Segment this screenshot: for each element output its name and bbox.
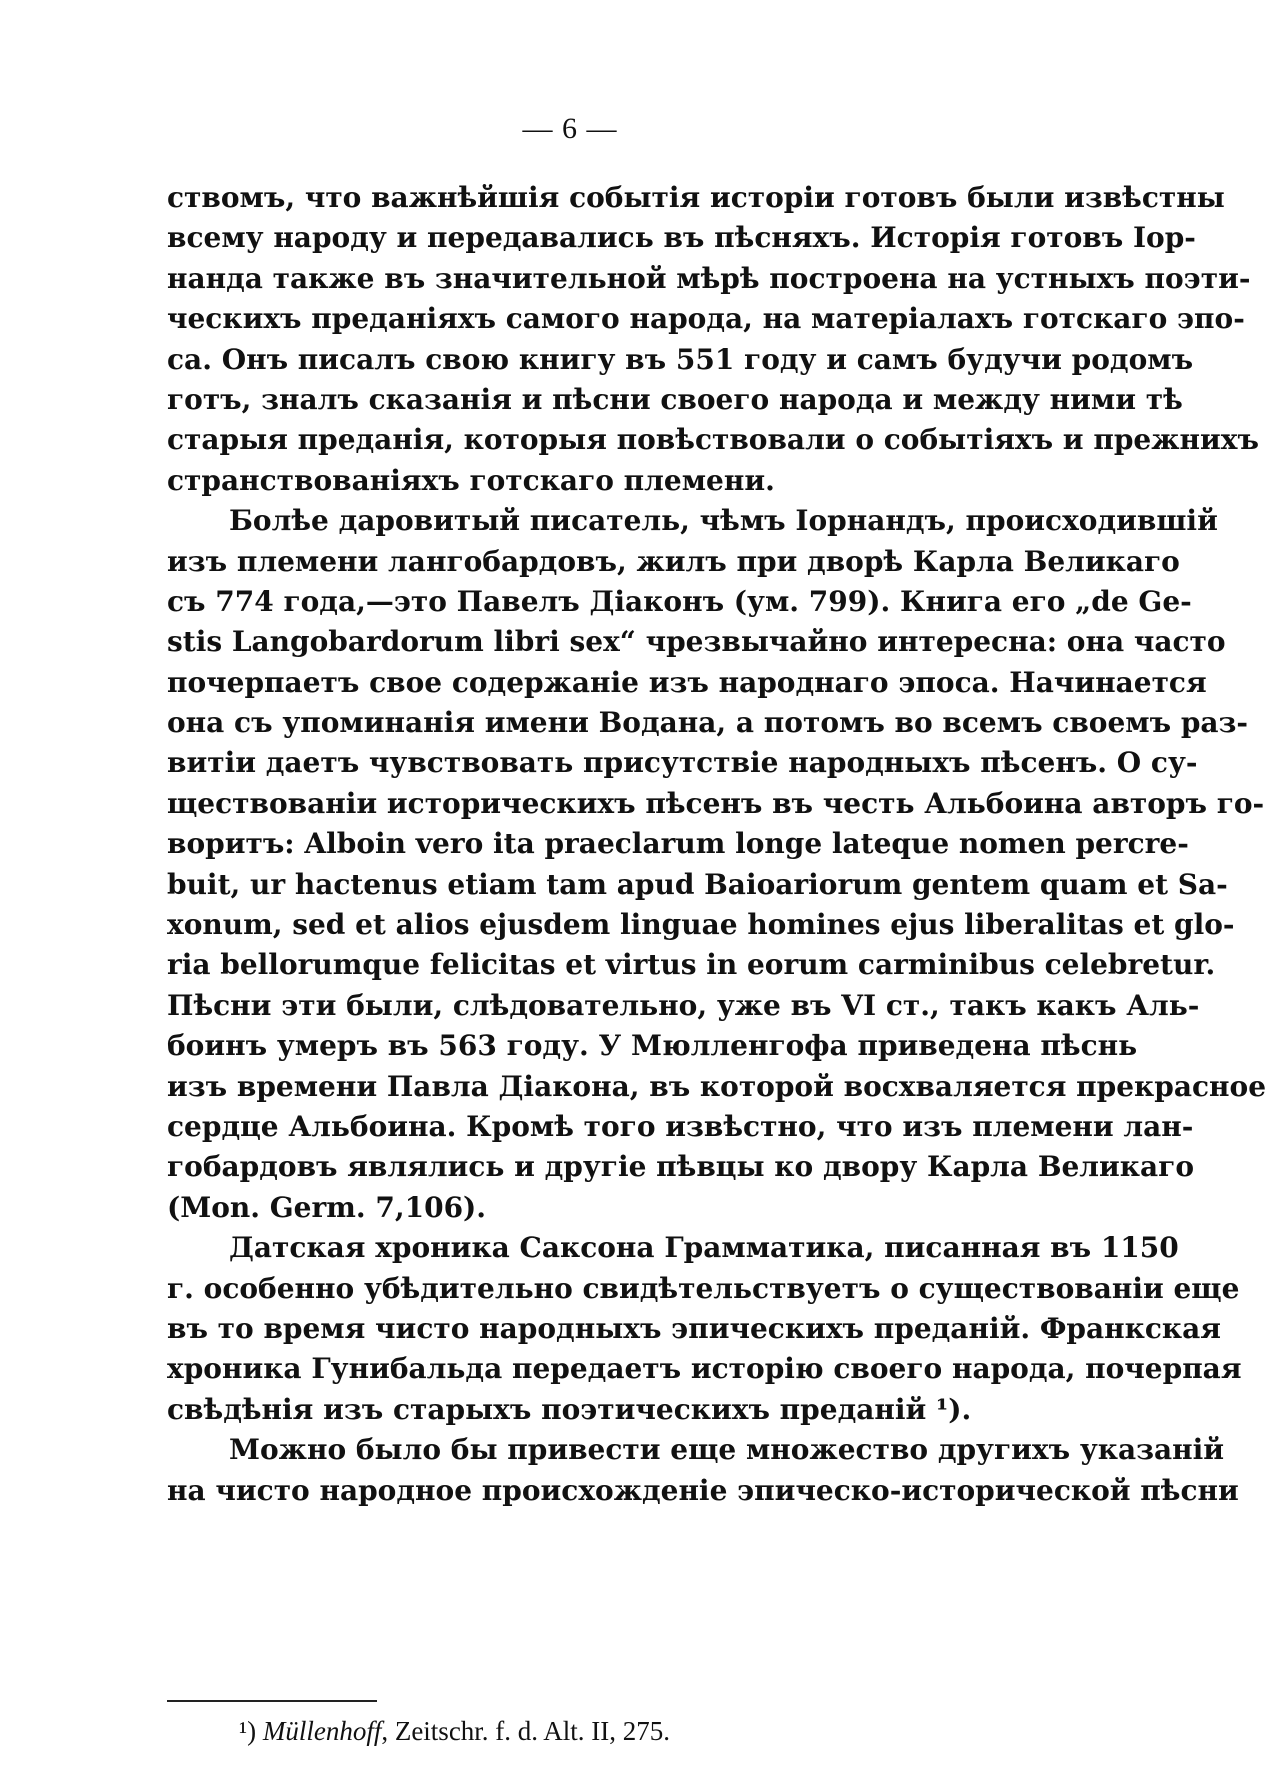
text-line: ческихъ преданіяхъ самого народа, на матеріалахъ готскаго эпо- <box>167 302 1245 336</box>
text-line: старыя преданія, которыя повѣствовали о событіяхъ и прежнихъ <box>167 423 1259 457</box>
text-line: готъ, зналъ сказанія и пѣсни своего народа и между ними тѣ <box>167 382 1183 416</box>
footnote-author: Müllenhoff <box>262 1716 382 1746</box>
text-line: нанда также въ значительной мѣрѣ построена на устныхъ поэти- <box>167 261 1251 295</box>
text-line: buit, ur hactenus etiam tam apud Baioariorum gentem quam et Sa- <box>167 867 1228 901</box>
text-line: она съ упоминанія имени Водана, а потомъ во всемъ своемъ раз- <box>167 706 1249 740</box>
text-line: ществованіи историческихъ пѣсенъ въ честь Альбоина авторъ го- <box>167 786 1265 820</box>
text-line: stis Langobardorum libri sex“ чрезвычайно интересна: она часто <box>167 625 1226 659</box>
text-line: на чисто народное происхожденіе эпическо-исторической пѣсни <box>167 1473 1239 1507</box>
text-line: Болѣе даровитый писатель, чѣмъ Іорнандъ, происходившій <box>229 504 1218 538</box>
text-line: xonum, sed et alios ejusdem linguae homines ejus liberalitas et glo- <box>167 908 1235 942</box>
text-line: Можно было бы привести еще множество другихъ указаній <box>229 1433 1225 1467</box>
text-line: гобардовъ являлись и другіе пѣвцы ко двору Карла Великаго <box>167 1150 1195 1184</box>
text-line: Пѣсни эти были, слѣдовательно, уже въ VI ст., такъ какъ Аль- <box>167 988 1200 1022</box>
text-line: изъ племени лангобардовъ, жилъ при дворѣ Карла Великаго <box>167 544 1180 578</box>
text-line: (Mon. Germ. 7,106). <box>167 1190 487 1224</box>
text-line: хроника Гунибальда передаетъ исторію своего народа, почерпая <box>167 1352 1242 1386</box>
text-line: воритъ: Alboin vero ita praeclarum longe lateque nomen percre- <box>167 827 1189 861</box>
text-line: въ то время чисто народныхъ эпическихъ преданій. Франкская <box>167 1311 1221 1345</box>
text-line: свѣдѣнія изъ старыхъ поэтическихъ преданій ¹). <box>167 1392 972 1426</box>
text-line: витіи даетъ чувствовать присутствіе народныхъ пѣсенъ. О су- <box>167 746 1198 780</box>
footnote-marker: ¹) <box>239 1716 257 1746</box>
footnote-text: , Zeitschr. f. d. Alt. II, 275. <box>381 1716 671 1746</box>
text-line: ствомъ, что важнѣйшія событія исторіи готовъ были извѣстны <box>167 181 1225 214</box>
text-line: всему народу и передавались въ пѣсняхъ. Исторія готовъ Іор- <box>167 221 1196 255</box>
page-number: — 6 — <box>522 112 618 145</box>
text-line: г. особенно убѣдительно свидѣтельствуетъ о существованіи еще <box>167 1271 1240 1305</box>
text-line: ria bellorumque felicitas et virtus in eorum carminibus celebretur. <box>167 948 1216 982</box>
text-line: са. Онъ писалъ свою книгу въ 551 году и самъ будучи родомъ <box>167 342 1194 376</box>
text-line: сердце Альбоина. Кромѣ того извѣстно, что изъ племени лан- <box>167 1109 1194 1143</box>
text-line: съ 774 года,—это Павелъ Діаконъ (ум. 799). Книга его „de Ge- <box>167 584 1192 618</box>
text-line: почерпаетъ свое содержаніе изъ народнаго эпоса. Начинается <box>167 665 1207 699</box>
body-text <box>167 178 1266 1511</box>
text-line: Датская хроника Саксона Грамматика, писанная въ 1150 <box>229 1231 1179 1265</box>
footnote <box>239 1716 670 1747</box>
text-line: боинъ умеръ въ 563 году. У Мюлленгофа приведена пѣснь <box>167 1029 1138 1063</box>
footnote-divider <box>167 1700 377 1702</box>
text-line: изъ времени Павла Діакона, въ которой восхваляется прекрасное <box>167 1069 1266 1103</box>
text-line: странствованіяхъ готскаго племени. <box>167 463 775 497</box>
